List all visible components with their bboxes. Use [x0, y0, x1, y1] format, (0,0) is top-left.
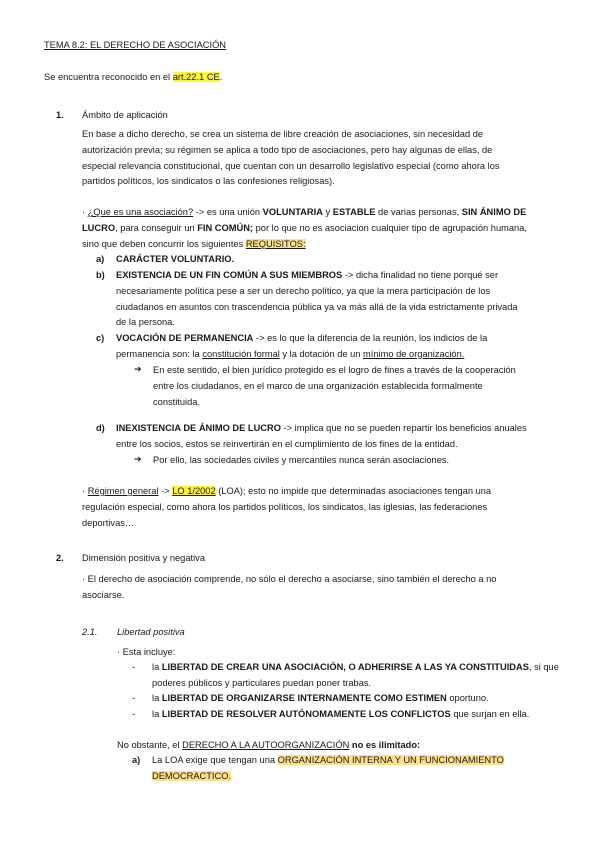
section-1-paragraph	[82, 127, 562, 190]
item-line: de la persona.	[116, 317, 175, 328]
definition-line	[82, 237, 562, 253]
text: -> dicha finalidad no tiene porqué ser	[342, 270, 499, 280]
item-line: necesariamente política pese a ser un derecho político, ya que la mera participación de los	[116, 285, 491, 296]
section-2-heading: Dimensión positiva y negativa	[82, 553, 205, 563]
bullet-line	[152, 660, 572, 676]
item-line: entre los socios, estos se reinvertirán en el cumplimiento de los fines de la entidad.	[116, 438, 458, 449]
dash-bullet: -	[132, 693, 136, 703]
includes-line: · Esta incluye:	[117, 647, 176, 657]
item-line	[116, 347, 566, 363]
text: , para conseguir un	[115, 222, 198, 233]
arrow-right-icon: ➔	[134, 365, 142, 375]
doc-title: TEMA 8.2: EL DERECHO DE ASOCIACIÓN	[44, 40, 227, 50]
paragraph-line: En base a dicho derecho, se crea un sistema de libre creación de asociaciones, sin necesidad de	[82, 129, 484, 139]
arrow-line: En este sentido, el bien jurídico protegido es el logro de fines a través de la cooperación	[153, 365, 516, 375]
bullet-line: poderes públicos y particulares puedan poner trabas.	[152, 677, 372, 688]
section-2-number: 2.	[56, 553, 64, 563]
bold-term: LIBERTAD DE RESOLVER AUTÓNOMAMENTE LOS CONFLICTOS	[161, 709, 451, 719]
definition-line	[82, 221, 562, 237]
regimen-line	[82, 484, 562, 500]
bold-term: VOLUNTARIA	[262, 207, 323, 217]
bold-term: SIN ÁNIMO DE	[461, 207, 527, 217]
bold-term: LUCRO	[82, 222, 116, 233]
item-line: ciudadanos en asuntos con trascendencia pública ya va más allá de la vida estrictamente privada	[116, 301, 518, 312]
item-a-label: a)	[96, 254, 105, 264]
paragraph-line: asociarse.	[82, 589, 125, 600]
paragraph-line: autorización previa; su régimen se aplica a todo tipo de asociaciones, pero hay algunas de ellas, de	[82, 144, 493, 155]
requirements-label: REQUISITOS:	[245, 238, 306, 249]
text: de varias personas,	[375, 207, 462, 217]
item-d-arrow-text: Por ello, las sociedades civiles y mercantiles nunca serán asociaciones.	[153, 455, 450, 465]
paragraph-line: especial relevancia constitucional, que cuentan con un desarrollo legislativo especial (como ahora los	[82, 160, 500, 171]
item-c-label: c)	[96, 333, 105, 343]
underlined-term: DERECHO A LA AUTOORGANIZACIÓN	[182, 740, 350, 750]
no-obstante-line	[117, 738, 420, 754]
item-line	[152, 769, 572, 785]
paragraph-line: · El derecho de asociación comprende, no sólo el derecho a asociarse, sino también el derecho a no	[82, 574, 497, 584]
arrow-right-icon: ➔	[134, 455, 142, 465]
bold-term: LIBERTAD DE ORGANIZARSE INTERNAMENTE COMO ESTIMEN	[161, 693, 447, 703]
constitution-reference: art.22.1 CE	[172, 72, 220, 82]
text: -> implica que no se pueden repartir los beneficios anuales	[280, 423, 527, 433]
item-c-arrow-text	[153, 363, 573, 410]
regimen-label: Régimen general	[87, 486, 159, 496]
bold-term: FIN COMÚN;	[197, 222, 254, 233]
item-d-label: d)	[96, 423, 105, 433]
text: por lo que no es asociacion cualquier tipo de agrupación humana,	[253, 222, 527, 233]
item-a-label-s2: a)	[132, 755, 141, 765]
item-a-text: CARÁCTER VOLUNTARIO.	[116, 254, 235, 264]
subsection-heading: Libertad positiva	[117, 627, 185, 637]
text: y la dotación de un	[279, 348, 364, 359]
text: ->	[158, 486, 173, 496]
text: -> es lo que la diferencia de la reunión, los indicios de la	[253, 333, 488, 343]
paragraph-line: partidos políticos, los sindicatos o las confesiones religiosas).	[82, 176, 335, 187]
item-line	[116, 331, 566, 347]
bullet-3	[152, 707, 529, 723]
question-text: ¿Que es una asociación?	[87, 207, 194, 217]
bold-term: ESTABLE	[332, 207, 376, 217]
text: La LOA exige que tengan una	[152, 755, 278, 765]
section-2-paragraph	[82, 572, 562, 604]
text: que surjan en ella.	[450, 709, 530, 719]
bullet-2	[152, 691, 489, 707]
intro-text: Se encuentra reconocido en el	[44, 72, 173, 82]
item-d-text	[116, 421, 566, 453]
intro-line	[44, 70, 222, 86]
text: , si que	[528, 662, 559, 672]
underlined-term: mínimo de organización.	[363, 348, 465, 359]
intro-end: .	[219, 72, 223, 82]
underlined-term: constitución formal	[202, 348, 280, 359]
text: la	[152, 662, 162, 672]
text: y	[322, 207, 333, 217]
text: oportuno.	[446, 693, 489, 703]
text: ; esto no impide que determinadas asociaciones tengan una	[243, 486, 492, 496]
highlighted-term: ORGANIZACIÓN INTERNA Y UN FUNCIONAMIENTO	[277, 755, 504, 765]
bold-term: VOCACIÓN DE PERMANENCIA	[116, 333, 254, 343]
highlighted-term: DEMOCRACTICO.	[152, 770, 232, 781]
subsection-number: 2.1.	[82, 627, 98, 637]
bold-term: EXISTENCIA DE UN FIN COMÚN A SUS MIEMBROS	[116, 270, 343, 280]
item-line	[116, 421, 566, 437]
item-b-text	[116, 268, 566, 331]
bullet-1	[152, 660, 572, 692]
text: sino que deben concurrir los siguientes	[82, 238, 246, 249]
bold-term: INEXISTENCIA DE ÁNIMO DE LUCRO	[116, 423, 281, 433]
item-b-label: b)	[96, 270, 105, 280]
text: (LOA)	[215, 486, 244, 496]
section-1-number: 1.	[56, 110, 64, 120]
bullet-dot: ·	[82, 207, 88, 217]
definition-line	[82, 205, 562, 221]
dash-bullet: -	[132, 709, 136, 719]
arrow-line: entre los ciudadanos, en el marco de una organización establecida formalmente	[153, 380, 483, 391]
dash-bullet: -	[132, 662, 136, 672]
item-line	[116, 268, 566, 284]
section-1-heading: Ámbito de aplicación	[82, 110, 168, 120]
bullet-dot: ·	[82, 486, 88, 496]
text: la	[152, 693, 162, 703]
definition-block	[82, 205, 562, 252]
law-reference: LO 1/2002	[172, 486, 216, 496]
regimen-block	[82, 484, 562, 531]
text: permanencia son: la	[116, 348, 203, 359]
bold-term: no es ilimitado:	[349, 740, 421, 750]
item-line	[152, 753, 572, 769]
text: la	[152, 709, 162, 719]
item-a-text-s2	[152, 753, 572, 785]
item-c-text	[116, 331, 566, 363]
bold-term: LIBERTAD DE CREAR UNA ASOCIACIÓN, O ADHERIRSE A LAS YA CONSTITUIDAS	[161, 662, 529, 672]
regimen-line: regulación especial, como ahora los partidos políticos, los sindicatos, las iglesias, las federaciones	[82, 501, 488, 512]
text: No obstante, el	[117, 740, 183, 750]
regimen-line: deportivas…	[82, 517, 135, 528]
arrow-line: constituida.	[153, 396, 201, 407]
text: -> es una unión	[193, 207, 263, 217]
